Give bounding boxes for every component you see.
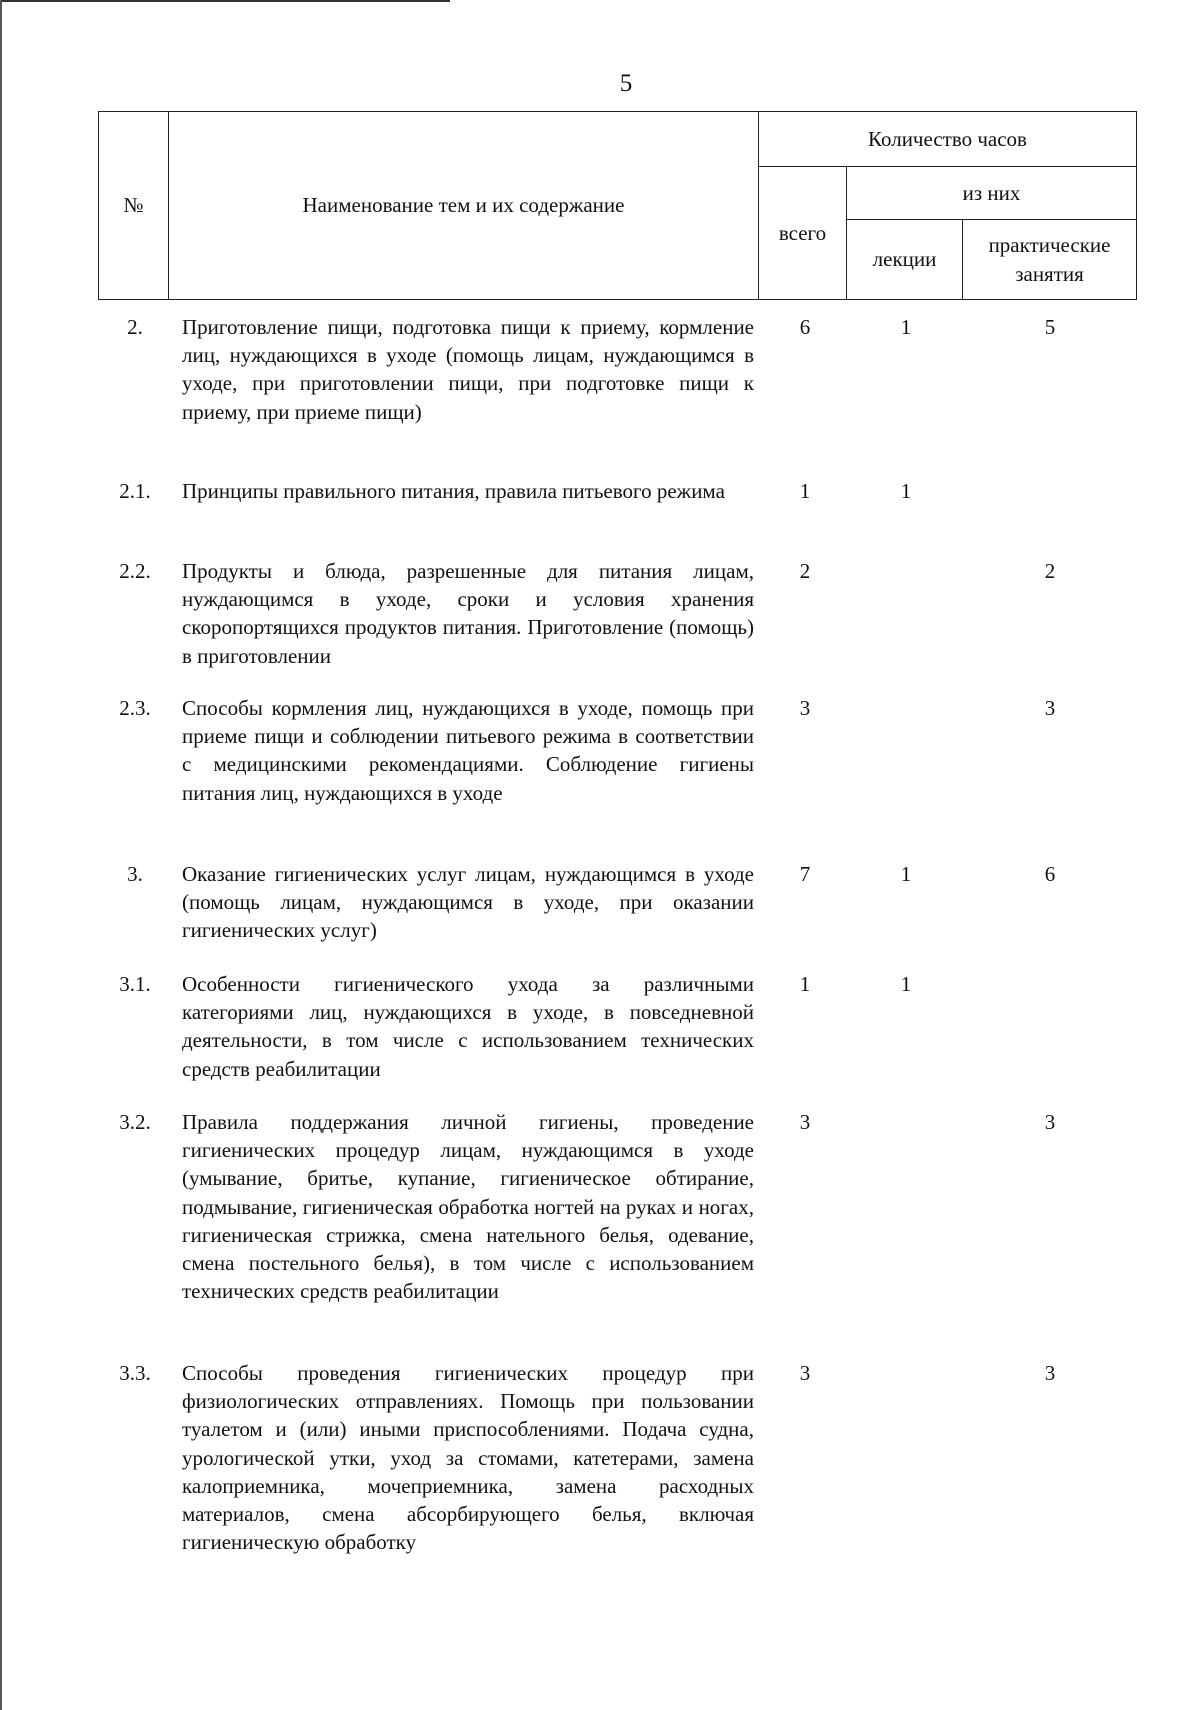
header-practice-line2: занятия xyxy=(1015,261,1084,286)
row-text: Приготовление пищи, подготовка пищи к приему, кормление лиц, нуждающихся в уходе (помощь лицам, нуждающимся в уходе, при приготовлении пищи, при подготовке пищи к приему, при приеме пищи) xyxy=(182,315,754,424)
row-total-hours: 1 xyxy=(799,479,811,503)
header-name: Наименование тем и их содержание xyxy=(169,112,759,300)
row-number: 3.3. xyxy=(119,1361,151,1385)
row-number: 2. xyxy=(127,315,143,339)
row-total-hours: 1 xyxy=(799,972,811,996)
row-total-hours: 6 xyxy=(799,315,811,339)
row-practice-hours: 5 xyxy=(1044,315,1056,339)
row-practice-hours: 3 xyxy=(1044,1110,1056,1134)
header-total: всего xyxy=(759,167,847,300)
row-practice-hours: 3 xyxy=(1044,696,1056,720)
row-lecture-hours: 1 xyxy=(900,972,912,996)
row-total-hours: 2 xyxy=(799,559,811,583)
header-of-them: из них xyxy=(847,167,1137,220)
row-lecture-hours: 1 xyxy=(900,862,912,886)
header-practice xyxy=(963,220,1137,300)
row-text: Способы проведения гигиенических процедур при физиологических отправлениях. Помощь при пользовании туалетом и (или) иными приспособлениями. Подача судна, урологической утки, уход за стомами, катетерами, замена калоприемника, мочеприемника, замена расходных материалов, смена абсорбирующего белья, включая гигиеническую обработку xyxy=(182,1361,754,1555)
row-text: Оказание гигиенических услуг лицам, нуждающимся в уходе (помощь лицам, нуждающимся в уходе, при оказании гигиенических услуг) xyxy=(182,862,754,943)
row-total-hours: 3 xyxy=(799,1110,811,1134)
row-text: Принципы правильного питания, правила питьевого режима xyxy=(182,479,725,503)
header-hours: Количество часов xyxy=(759,112,1137,167)
row-text: Способы кормления лиц, нуждающихся в уходе, помощь при приеме пищи и соблюдении питьевого режима в соответствии с медицинскими рекомендациями. Соблюдение гигиены питания лиц, нуждающихся в уходе xyxy=(182,696,754,805)
header-practice-line1: практические xyxy=(988,232,1111,257)
table-header xyxy=(98,111,1137,300)
row-number: 2.2. xyxy=(119,559,151,583)
row-number: 3.2. xyxy=(119,1110,151,1134)
row-number: 2.1. xyxy=(119,479,151,503)
row-practice-hours: 6 xyxy=(1044,862,1056,886)
row-lecture-hours: 1 xyxy=(900,315,912,339)
row-total-hours: 7 xyxy=(799,862,811,886)
row-text: Правила поддержания личной гигиены, проведение гигиенических процедур лицам, нуждающимся в уходе (умывание, бритье, купание, гигиеническое обтирание, подмывание, гигиеническая обработка ногтей на руках и ногах, гигиеническая стрижка, смена нательного белья, одевание, смена постельного белья), в том числе с использованием технических средств реабилитации xyxy=(182,1110,754,1304)
row-practice-hours: 3 xyxy=(1044,1361,1056,1385)
row-total-hours: 3 xyxy=(799,1361,811,1385)
row-text: Продукты и блюда, разрешенные для питания лицам, нуждающимся в уходе, сроки и условия хранения скоропортящихся продуктов питания. Приготовление (помощь) в приготовлении xyxy=(182,559,754,668)
page-number: 5 xyxy=(619,70,633,97)
header-no: № xyxy=(99,112,169,300)
row-number: 2.3. xyxy=(119,696,151,720)
scan-edge-left xyxy=(0,0,2,1710)
row-lecture-hours: 1 xyxy=(900,479,912,503)
header-lectures: лекции xyxy=(847,220,963,300)
row-number: 3. xyxy=(127,862,143,886)
row-number: 3.1. xyxy=(119,972,151,996)
scan-edge-top xyxy=(0,0,450,2)
row-text: Особенности гигиенического ухода за различными категориями лиц, нуждающихся в уходе, в повседневной деятельности, в том числе с использованием технических средств реабилитации xyxy=(182,972,754,1081)
row-total-hours: 3 xyxy=(799,696,811,720)
row-practice-hours: 2 xyxy=(1044,559,1056,583)
